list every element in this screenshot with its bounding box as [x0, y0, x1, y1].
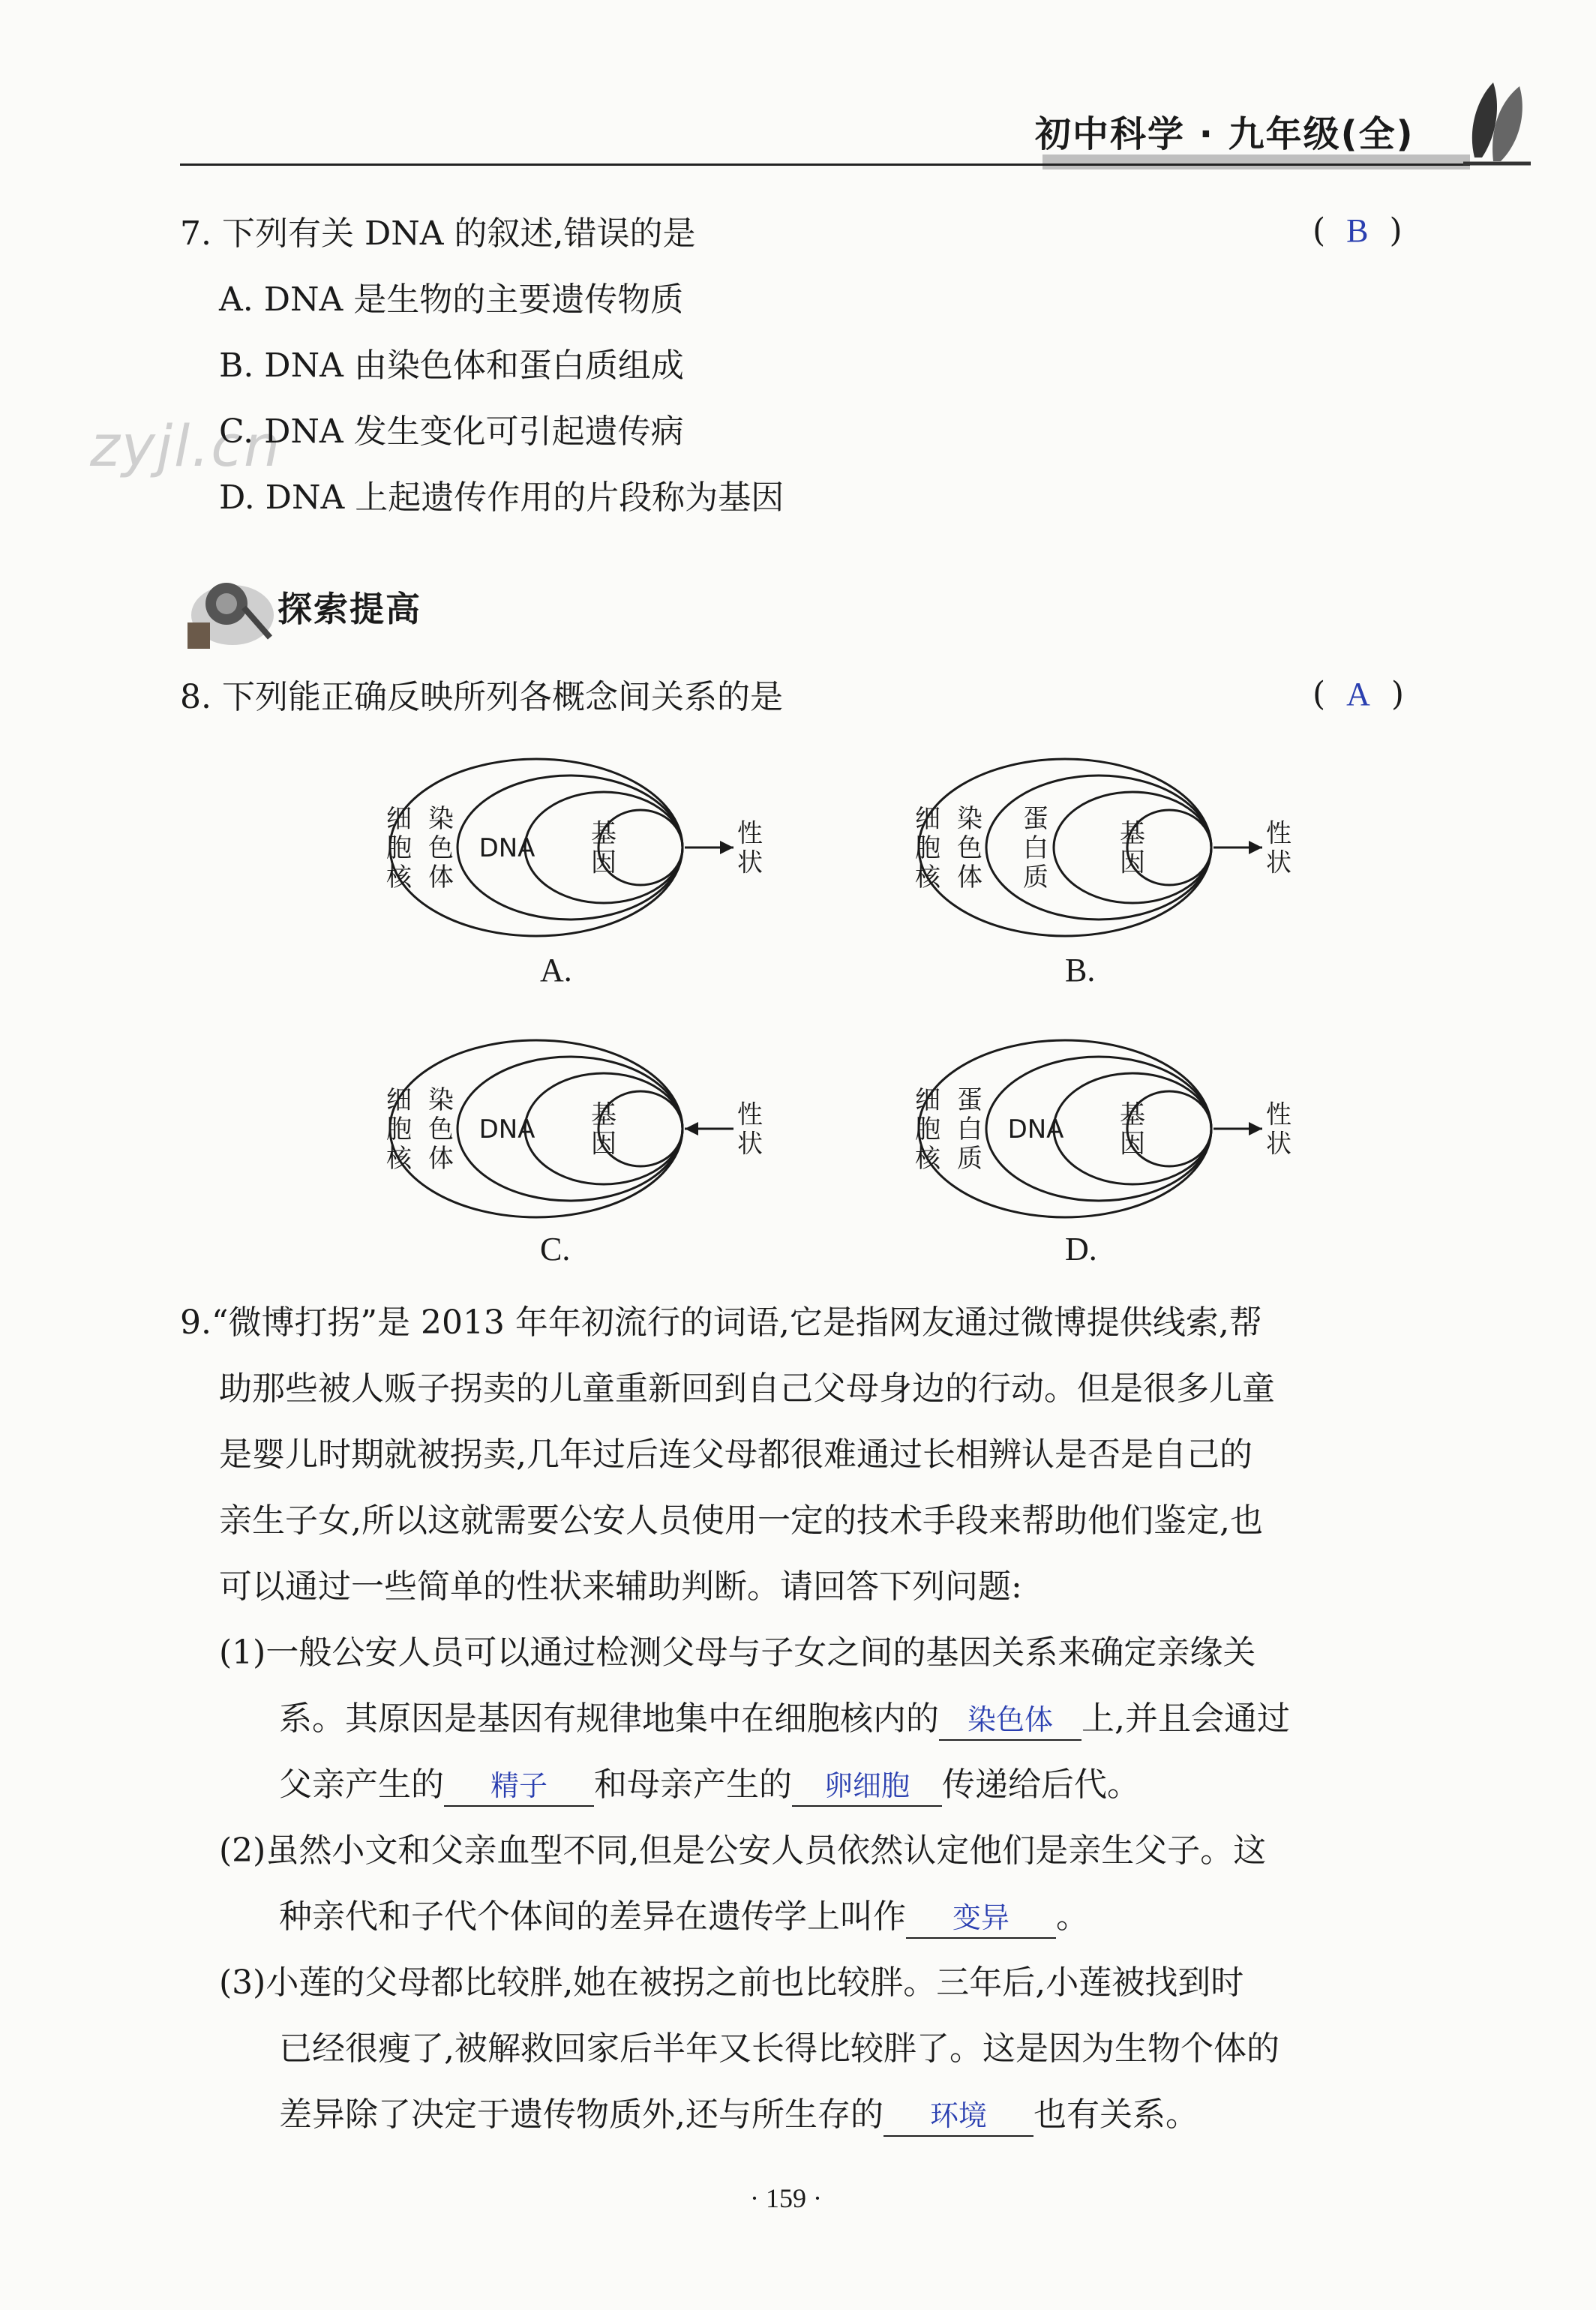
q9-blank-egg — [792, 1766, 942, 1807]
diagram-b — [881, 750, 1301, 956]
q7-answer-bracket: ( B ) — [1312, 212, 1402, 250]
svg-text:核: 核 — [915, 862, 940, 892]
q9-stem-line: 助那些被人贩子拐卖的儿童重新回到自己父母身边的行动。但是很多儿童 — [219, 1370, 1275, 1408]
q9-blank-chromosome — [939, 1700, 1082, 1741]
header-rule — [180, 164, 1470, 166]
svg-text:核: 核 — [386, 1144, 412, 1174]
svg-text:DNA: DNA — [478, 832, 536, 863]
q9-part2 — [219, 1818, 1266, 1950]
ring-label-3 — [1023, 804, 1048, 892]
ring-label-1 — [915, 1085, 941, 1174]
q9-part2-line: (2)虽然小文和父亲血型不同,但是公安人员依然认定他们是亲生父子。这 — [219, 1832, 1267, 1870]
svg-text:状: 状 — [1266, 848, 1292, 878]
q9-stem-line: 可以通过一些简单的性状来辅助判断。请回答下列问题: — [219, 1568, 1022, 1606]
q9-part1 — [219, 1620, 1290, 1818]
svg-text:细: 细 — [915, 803, 940, 834]
target-label — [1266, 818, 1292, 878]
svg-text:DNA: DNA — [478, 1114, 536, 1144]
q7-option-a: A. DNA 是生物的主要遗传物质 — [219, 280, 684, 319]
ring-label-1 — [386, 804, 412, 892]
diagram-a — [352, 750, 772, 956]
q9-part1-line — [219, 1752, 1290, 1818]
svg-text:性: 性 — [1266, 1100, 1292, 1130]
q9-blank-variation — [906, 1898, 1056, 1939]
svg-text:色: 色 — [428, 1114, 454, 1144]
svg-text:细: 细 — [386, 1084, 412, 1115]
svg-text:性: 性 — [1266, 818, 1292, 849]
concept-diagram-a — [352, 750, 772, 952]
concept-diagram-d — [881, 1031, 1301, 1234]
q9-stem-line: 9.“微博打拐”是 2013 年年初流行的词语,它是指网友通过微博提供线索,帮 — [180, 1304, 1262, 1342]
svg-text:基: 基 — [591, 818, 616, 849]
q7-option-c: C. DNA 发生变化可引起遗传病 — [219, 412, 684, 451]
q9-part3 — [219, 1950, 1280, 2148]
q9-part1-text: 上,并且会通过 — [1082, 1700, 1290, 1738]
section-title: 探索提高 — [278, 589, 422, 629]
svg-text:状: 状 — [737, 848, 763, 878]
q8-answer-bracket: ( A ) — [1312, 675, 1405, 713]
arrow-head-icon — [685, 1122, 698, 1136]
svg-text:质: 质 — [1023, 862, 1048, 892]
svg-text:白: 白 — [1023, 832, 1048, 863]
q9-part1-line — [219, 1686, 1290, 1752]
q9-stem — [180, 1290, 1275, 1620]
target-label — [737, 818, 763, 878]
q9-answer-environment: 环境 — [929, 2099, 987, 2132]
svg-text:细: 细 — [386, 803, 412, 834]
concept-diagram-b — [881, 750, 1301, 952]
diagram-d-label: D. — [1065, 1231, 1097, 1268]
q9-part1-text: 传递给后代。 — [942, 1766, 1140, 1804]
diagram-d — [881, 1031, 1301, 1237]
svg-text:DNA: DNA — [1007, 1114, 1064, 1144]
svg-text:色: 色 — [957, 832, 982, 863]
ring-label-2 — [428, 804, 454, 892]
q9-part1-line: (1)一般公安人员可以通过检测父母与子女之间的基因关系来确定亲缘关 — [219, 1634, 1256, 1672]
q7-stem: 7. 下列有关 DNA 的叙述,错误的是 — [180, 214, 696, 253]
svg-text:体: 体 — [428, 1144, 454, 1174]
concept-diagram-c — [352, 1031, 772, 1234]
svg-text:胞: 胞 — [915, 1114, 940, 1144]
svg-text:细: 细 — [915, 1084, 940, 1115]
explorer-icon — [180, 562, 278, 652]
ring-label-2 — [428, 1085, 454, 1174]
q9-part2-text: 。 — [1056, 1898, 1089, 1936]
q9-answer-sperm: 精子 — [490, 1769, 548, 1802]
diagram-c — [352, 1031, 772, 1237]
q9-answer-egg: 卵细胞 — [824, 1769, 910, 1802]
svg-text:因: 因 — [591, 848, 616, 878]
arrow-head-icon — [1249, 1122, 1262, 1136]
ring-label-1 — [386, 1085, 412, 1174]
svg-text:胞: 胞 — [386, 1114, 412, 1144]
q7-option-b: B. DNA 由染色体和蛋白质组成 — [219, 346, 684, 385]
svg-text:蛋: 蛋 — [1023, 803, 1048, 834]
arrow-head-icon — [1249, 841, 1262, 854]
header-band — [1042, 154, 1470, 170]
svg-text:状: 状 — [737, 1129, 763, 1160]
svg-text:核: 核 — [386, 862, 412, 892]
diagram-b-label: B. — [1065, 952, 1096, 988]
svg-text:基: 基 — [591, 1100, 616, 1130]
svg-text:基: 基 — [1120, 1100, 1145, 1130]
q9-stem-line: 亲生子女,所以这就需要公安人员使用一定的技术手段来帮助他们鉴定,也 — [219, 1502, 1263, 1540]
svg-text:白: 白 — [957, 1114, 982, 1144]
target-label — [1266, 1100, 1292, 1159]
q9-stem-line: 是婴儿时期就被拐卖,几年过后连父母都很难通过长相辨认是否是自己的 — [219, 1436, 1252, 1474]
target-label — [737, 1100, 763, 1159]
svg-text:胞: 胞 — [386, 832, 412, 863]
q9-part2-line — [219, 1884, 1266, 1950]
q9-part1-text: 系。其原因是基因有规律地集中在细胞核内的 — [279, 1700, 939, 1738]
q9-part3-text: 差异除了决定于遗传物质外,还与所生存的 — [279, 2096, 884, 2134]
ring-label-4 — [591, 1100, 616, 1159]
q9-part3-line — [219, 2082, 1280, 2148]
diagram-a-label: A. — [540, 952, 572, 988]
ring-label-4 — [1120, 1100, 1145, 1159]
q9-part3-line: (3)小莲的父母都比较胖,她在被拐之前也比较胖。三年后,小莲被找到时 — [219, 1964, 1244, 2002]
q9-blank-environment — [884, 2096, 1034, 2137]
svg-text:色: 色 — [428, 832, 454, 863]
ring-label-3 — [479, 1114, 536, 1144]
ring-label-3 — [479, 833, 536, 863]
svg-text:状: 状 — [1266, 1129, 1292, 1160]
q9-answer-variation: 变异 — [952, 1901, 1010, 1934]
ring-label-1 — [915, 804, 941, 892]
leaf-logo-icon — [1460, 75, 1534, 172]
q7-answer: B — [1346, 212, 1369, 249]
arrow-head-icon — [720, 841, 734, 854]
ring-label-2 — [957, 804, 982, 892]
svg-text:性: 性 — [737, 818, 763, 849]
q8-answer: A — [1346, 676, 1370, 712]
ring-label-2 — [957, 1085, 982, 1174]
svg-text:染: 染 — [428, 1084, 454, 1115]
svg-text:性: 性 — [737, 1100, 763, 1130]
svg-text:胞: 胞 — [915, 832, 940, 863]
q8-stem: 8. 下列能正确反映所列各概念间关系的是 — [180, 678, 783, 716]
svg-text:因: 因 — [591, 1129, 616, 1160]
svg-text:因: 因 — [1120, 848, 1145, 878]
svg-text:染: 染 — [428, 803, 454, 834]
svg-text:因: 因 — [1120, 1129, 1145, 1160]
ring-label-4 — [591, 818, 616, 878]
svg-text:基: 基 — [1120, 818, 1145, 849]
ring-label-4 — [1120, 818, 1145, 878]
q9-part3-line: 已经很瘦了,被解救回家后半年又长得比较胖了。这是因为生物个体的 — [279, 2030, 1280, 2068]
q9-part2-text: 种亲代和子代个体间的差异在遗传学上叫作 — [279, 1898, 906, 1936]
svg-text:染: 染 — [957, 803, 982, 834]
diagram-c-label: C. — [540, 1231, 571, 1268]
svg-text:质: 质 — [957, 1144, 982, 1174]
book-title: 初中科学 · 九年级(全) — [1035, 113, 1414, 155]
ring-label-3 — [1008, 1114, 1064, 1144]
q9-blank-sperm — [444, 1766, 594, 1807]
svg-text:核: 核 — [915, 1144, 940, 1174]
watermark: zyjl.cn — [90, 412, 282, 479]
q7-option-d: D. DNA 上起遗传作用的片段称为基因 — [219, 478, 784, 517]
svg-text:体: 体 — [957, 862, 982, 892]
q9-part1-text: 父亲产生的 — [279, 1766, 444, 1804]
q9-answer-chromosome: 染色体 — [967, 1703, 1053, 1736]
page-number: · 159 · — [750, 2183, 822, 2213]
q9-part1-text: 和母亲产生的 — [594, 1766, 792, 1804]
svg-text:体: 体 — [428, 862, 454, 892]
q9-part3-text: 也有关系。 — [1034, 2096, 1198, 2134]
svg-text:蛋: 蛋 — [957, 1084, 982, 1115]
